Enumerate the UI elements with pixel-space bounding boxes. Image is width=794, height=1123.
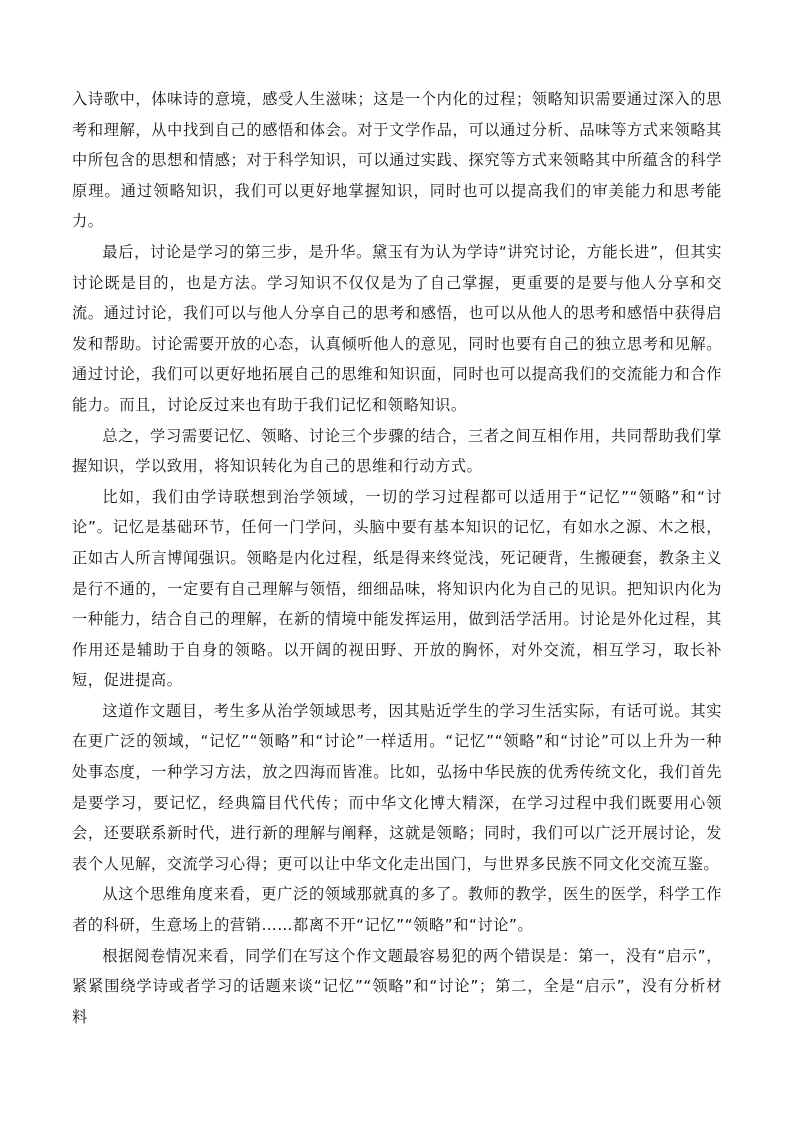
document-page [72,84,722,1032]
paragraph-example: 比如，我们由学诗联想到治学领域，一切的学习过程都可以适用于“记忆”“领略”和“讨论”。记忆是基础环节，任何一门学问，头脑中要有基本知识的记忆，有如水之源、木之根，正如古人所言博闻强识。领略是内化过程，纸是得来终觉浅，死记硬背，生搬硬套，教条主义是行不通的，一定要有自己理解与领悟，细细品味，将知识内化为自己的见识。把知识内化为一种能力，结合自己的理解，在新的情境中能发挥运用，做到活学活用。讨论是外化过程，其作用还是辅助于自身的领略。以开阔的视田野、开放的胸怀，对外交流，相互学习，取长补短，促进提高。 [72,487,722,690]
paragraph-common-errors: 根据阅卷情况来看，同学们在写这个作文题最容易犯的两个错误是：第一，没有“启示”，紧紧围绕学诗或者学习的话题来谈“记忆”“领略”和“讨论”；第二，全是“启示”，没有分析材料 [72,946,722,1026]
paragraph-discussion: 最后，讨论是学习的第三步，是升华。黛玉有为认为学诗“讲究讨论，方能长进”，但其实讨论既是目的，也是方法。学习知识不仅仅是为了自己掌握，更重要的是要与他人分享和交流。通过讨论，我们可以与他人分享自己的思考和感悟，也可以从他人的思考和感悟中获得启发和帮助。讨论需要开放的心态，认真倾听他人的意见，同时也要有自己的独立思考和见解。通过讨论，我们可以更好地拓展自己的思维和知识面，同时也可以提高我们的交流能力和合作能力。而且，讨论反过来也有助于我们记忆和领略知识。 [72,242,722,414]
paragraph-perspective: 从这个思维角度来看，更广泛的领域那就真的多了。教师的教学，医生的医学，科学工作者的科研，生意场上的营销……都离不开“记忆”“领略”和“讨论”。 [72,885,722,935]
paragraph-summary: 总之，学习需要记忆、领略、讨论三个步骤的结合，三者之间互相作用，共同帮助我们掌握知识，学以致用，将知识转化为自己的思维和行动方式。 [72,426,722,476]
paragraph-continuation: 入诗歌中，体味诗的意境，感受人生滋味；这是一个内化的过程；领略知识需要通过深入的思考和理解，从中找到自己的感悟和体会。对于文学作品，可以通过分析、品味等方式来领略其中所包含的思想和情感；对于科学知识，可以通过实践、探究等方式来领略其中所蕴含的科学原理。通过领略知识，我们可以更好地掌握知识，同时也可以提高我们的审美能力和思考能力。 [72,90,722,231]
paragraph-broader-field: 这道作文题目，考生多从治学领域思考，因其贴近学生的学习生活实际，有话可说。其实在更广泛的领域，“记忆”“领略”和“讨论”一样适用。“记忆”“领略”和“讨论”可以上升为一种处事态度，一种学习方法，放之四海而皆准。比如，弘扬中华民族的优秀传统文化，我们首先是要学习，要记忆，经典篇目代代传；而中华文化博大精深，在学习过程中我们既要用心领会，还要联系新时代，进行新的理解与阐释，这就是领略；同时，我们可以广泛开展讨论，发表个人见解，交流学习心得；更可以让中华文化走出国门，与世界多民族不同文化交流互鉴。 [72,701,722,873]
